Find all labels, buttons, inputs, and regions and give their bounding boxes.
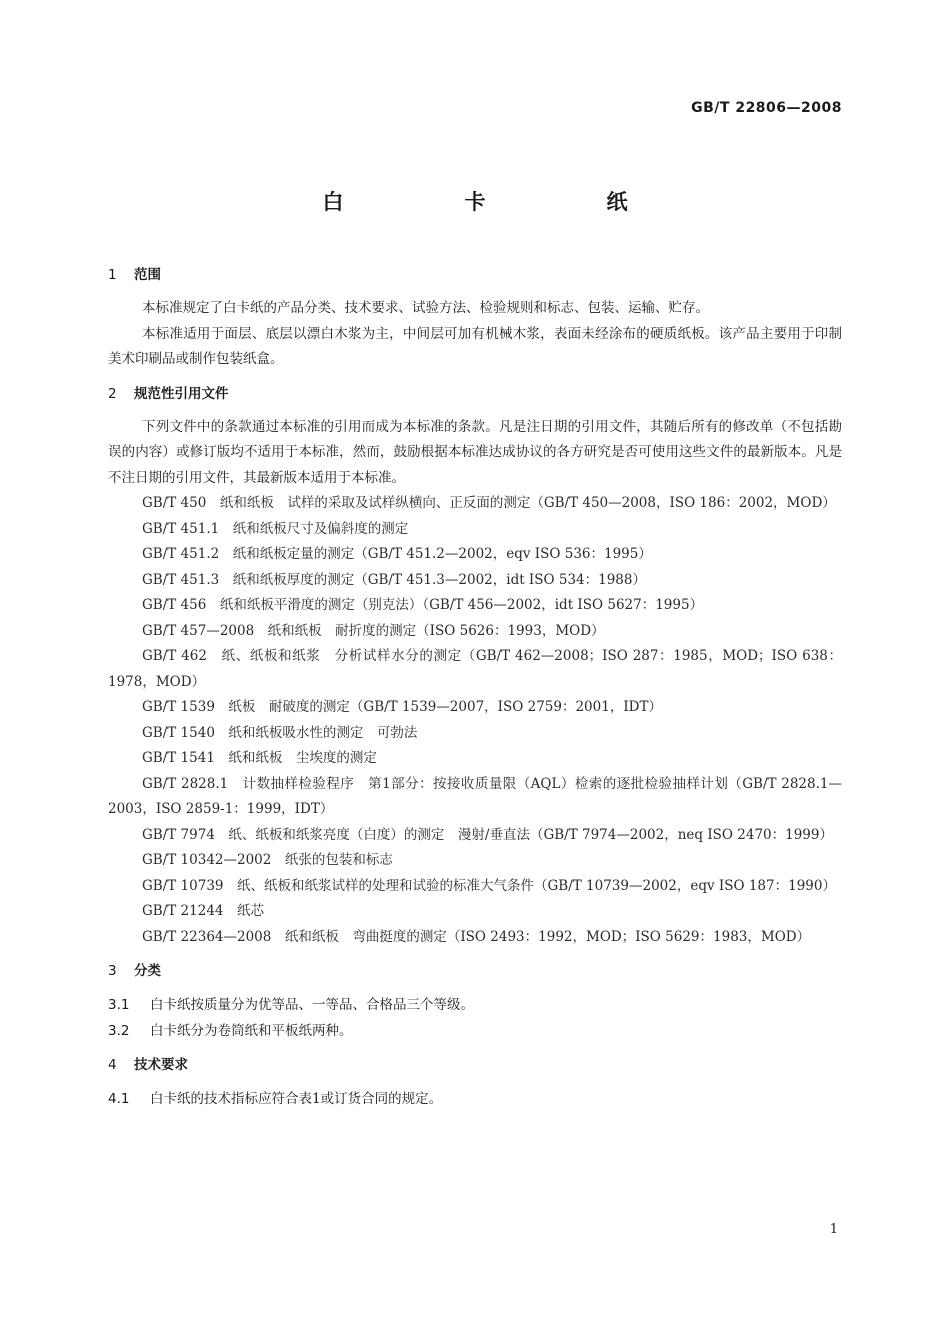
clause-text: 白卡纸的技术指标应符合表1或订货合同的规定。 bbox=[150, 1091, 443, 1107]
section-heading-4 bbox=[108, 1052, 842, 1078]
section-heading-2 bbox=[108, 381, 842, 407]
reference-item: GB/T 462 纸、纸板和纸浆 分析试样水分的测定（GB/T 462—2008；ISO 287：1985，MOD；ISO 638：1978，MOD） bbox=[108, 648, 842, 690]
reference-item: GB/T 1539 纸板 耐破度的测定（GB/T 1539—2007，ISO 2759：2001，IDT） bbox=[142, 699, 662, 715]
section-number: 4 bbox=[108, 1057, 117, 1073]
reference-item: GB/T 10342—2002 纸张的包装和标志 bbox=[142, 852, 393, 868]
clause-number: 3.2 bbox=[108, 1023, 130, 1039]
clause-item bbox=[108, 992, 842, 1018]
standard-number: GB/T 22806—2008 bbox=[691, 100, 842, 116]
reference-item: GB/T 21244 纸芯 bbox=[142, 903, 264, 919]
reference-item: GB/T 22364—2008 纸和纸板 弯曲挺度的测定（ISO 2493：1992，MOD；ISO 5629：1983，MOD） bbox=[142, 928, 811, 945]
reference-item: GB/T 1541 纸和纸板 尘埃度的测定 bbox=[142, 750, 377, 766]
section-heading-1 bbox=[108, 262, 842, 288]
clause-number: 3.1 bbox=[108, 997, 130, 1013]
paragraph: 本标准适用于面层、底层以漂白木浆为主，中间层可加有机械木浆，表面未经涂布的硬质纸板。该产品主要用于印制美术印刷品或制作包装纸盒。 bbox=[108, 325, 842, 367]
section-title: 分类 bbox=[134, 963, 161, 979]
document-body bbox=[108, 262, 842, 1112]
section-title: 范围 bbox=[134, 267, 161, 283]
section-number: 3 bbox=[108, 963, 117, 979]
reference-item: GB/T 1540 纸和纸板吸水性的测定 可勃法 bbox=[142, 724, 418, 741]
clause-item bbox=[108, 1086, 842, 1112]
reference-item: GB/T 451.1 纸和纸板尺寸及偏斜度的测定 bbox=[142, 520, 409, 537]
clause-item bbox=[108, 1018, 842, 1044]
reference-item: GB/T 456 纸和纸板平滑度的测定（别克法）（GB/T 456—2002，idt ISO 5627：1995） bbox=[142, 597, 704, 613]
page-number: 1 bbox=[829, 1222, 838, 1237]
reference-item: GB/T 451.3 纸和纸板厚度的测定（GB/T 451.3—2002，idt ISO 534：1988） bbox=[142, 571, 646, 588]
reference-item: GB/T 7974 纸、纸板和纸浆亮度（白度）的测定 漫射/垂直法（GB/T 7974—2002，neq ISO 2470：1999） bbox=[142, 826, 833, 843]
section-heading-3 bbox=[108, 958, 842, 984]
section-number: 2 bbox=[108, 385, 117, 402]
clause-text: 白卡纸分为卷筒纸和平板纸两种。 bbox=[150, 1023, 353, 1039]
reference-item: GB/T 450 纸和纸板 试样的采取及试样纵横向、正反面的测定（GB/T 450—2008，ISO 186：2002，MOD） bbox=[142, 495, 836, 511]
section-title: 技术要求 bbox=[134, 1057, 188, 1073]
reference-item: GB/T 451.2 纸和纸板定量的测定（GB/T 451.2—2002，eqv ISO 536：1995） bbox=[142, 546, 652, 562]
section-number: 1 bbox=[108, 267, 117, 283]
reference-item: GB/T 2828.1 计数抽样检验程序 第1部分：按接收质量限（AQL）检索的逐批检验抽样计划（GB/T 2828.1—2003，ISO 2859-1：1999，IDT） bbox=[108, 775, 842, 817]
reference-item: GB/T 457—2008 纸和纸板 耐折度的测定（ISO 5626：1993，MOD） bbox=[142, 622, 605, 639]
clause-text: 白卡纸按质量分为优等品、一等品、合格品三个等级。 bbox=[150, 997, 474, 1013]
paragraph: 下列文件中的条款通过本标准的引用而成为本标准的条款。凡是注日期的引用文件，其随后所有的修改单（不包括勘误的内容）或修订版均不适用于本标准，然而，鼓励根据本标准达成协议的各方研究是否可使用这些文件的最新版本。凡是不注日期的引用文件，其最新版本适用于本标准。 bbox=[108, 418, 842, 486]
section-title: 规范性引用文件 bbox=[134, 385, 229, 402]
paragraph: 本标准规定了白卡纸的产品分类、技术要求、试验方法、检验规则和标志、包装、运输、贮存。 bbox=[142, 300, 709, 316]
reference-item: GB/T 10739 纸、纸板和纸浆试样的处理和试验的标准大气条件（GB/T 10739—2002，eqv ISO 187：1990） bbox=[142, 877, 836, 894]
clause-number: 4.1 bbox=[108, 1091, 130, 1107]
document-title: 白 卡 纸 bbox=[322, 190, 678, 214]
